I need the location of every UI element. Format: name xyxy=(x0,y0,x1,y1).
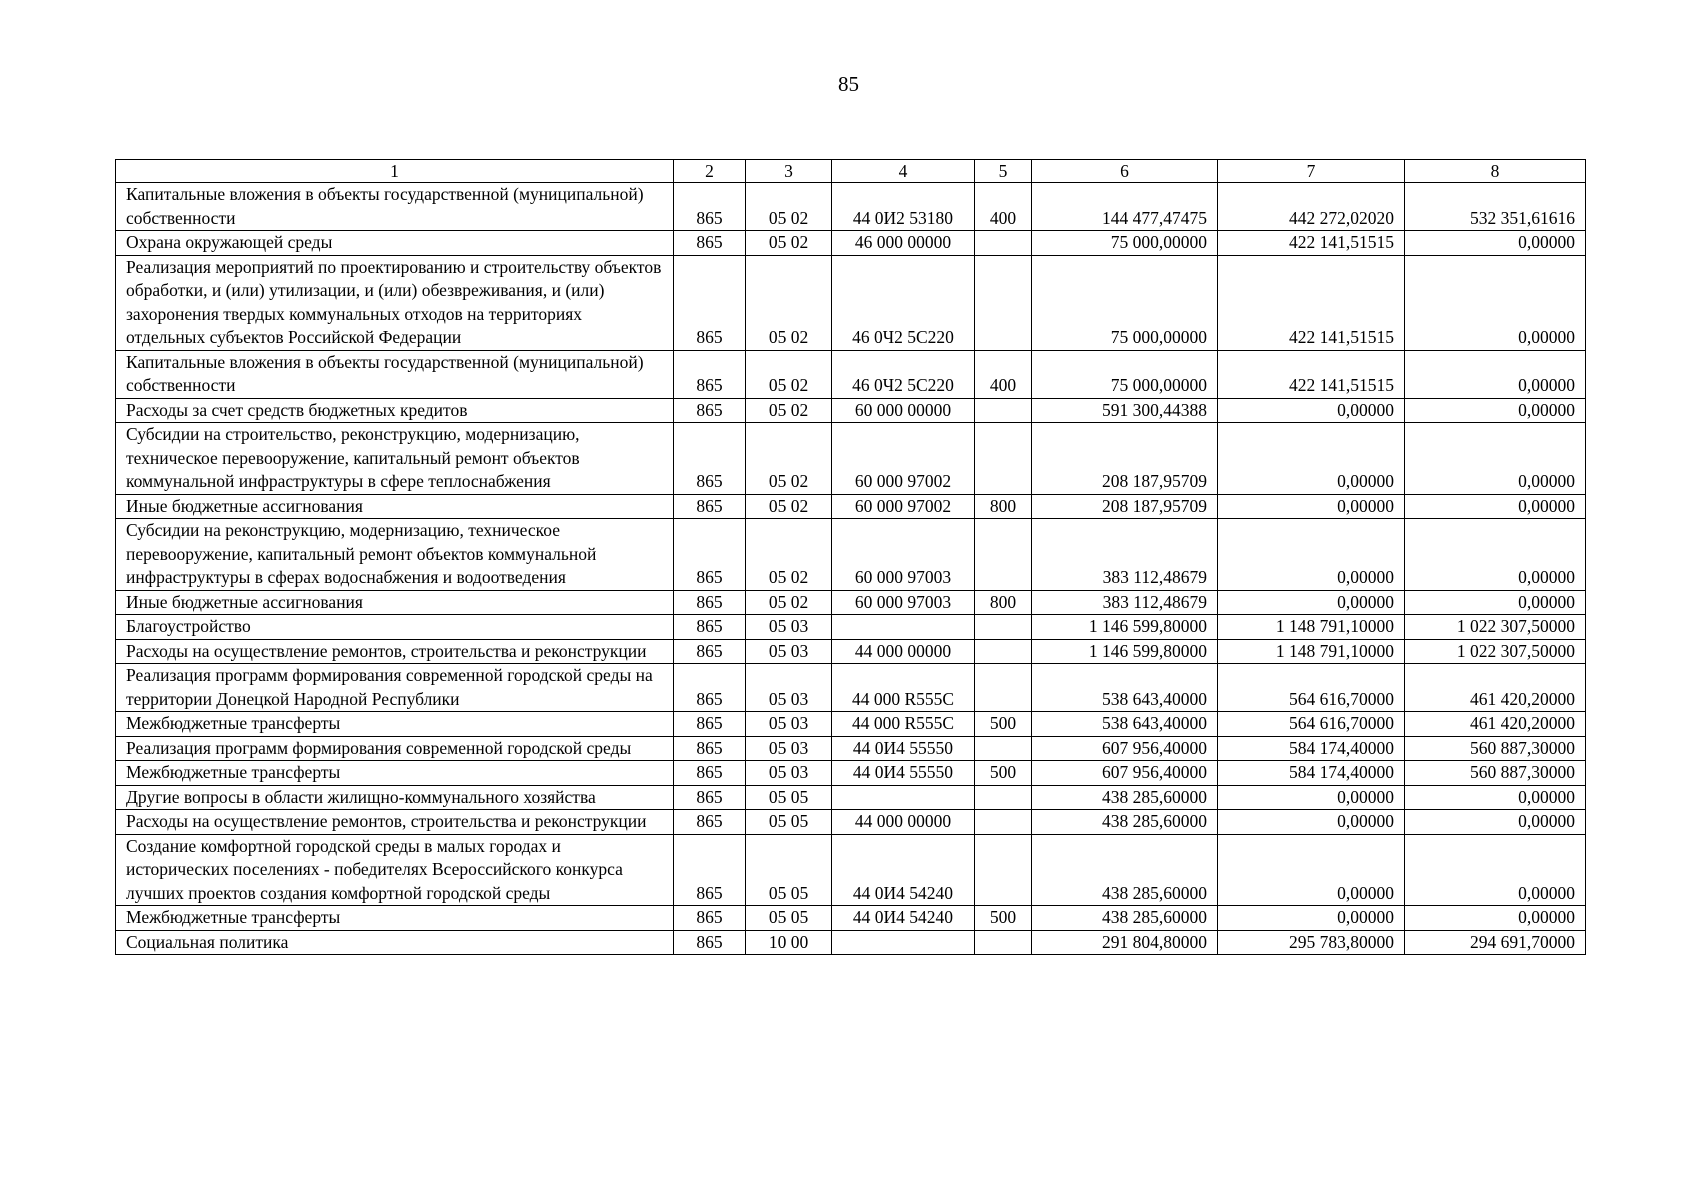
col-expense-type xyxy=(975,615,1032,640)
col-section: 05 02 xyxy=(746,423,832,495)
header-col-expense-type: 5 xyxy=(975,160,1032,183)
header-col-name: 1 xyxy=(116,160,674,183)
col-target-article: 44 0И4 54240 xyxy=(832,906,975,931)
col-target-article xyxy=(832,615,975,640)
col-section: 05 02 xyxy=(746,255,832,350)
col-expense-type xyxy=(975,930,1032,955)
col-amount-year2: 564 616,70000 xyxy=(1218,664,1405,712)
col-target-article: 60 000 97002 xyxy=(832,494,975,519)
col-ministry: 865 xyxy=(674,930,746,955)
col-expense-type: 500 xyxy=(975,712,1032,737)
col-amount-year2: 0,00000 xyxy=(1218,519,1405,591)
col-expense-type xyxy=(975,834,1032,906)
table-row xyxy=(116,906,1586,931)
col-section: 05 02 xyxy=(746,519,832,591)
col-section: 05 02 xyxy=(746,590,832,615)
col-amount-year2: 0,00000 xyxy=(1218,398,1405,423)
col-amount-year2: 0,00000 xyxy=(1218,494,1405,519)
col-amount-year2: 0,00000 xyxy=(1218,906,1405,931)
col-expense-type xyxy=(975,736,1032,761)
col-amount-year2: 422 141,51515 xyxy=(1218,231,1405,256)
col-target-article: 46 0Ч2 5С220 xyxy=(832,350,975,398)
col-ministry: 865 xyxy=(674,519,746,591)
col-target-article: 44 0И4 55550 xyxy=(832,761,975,786)
col-target-article: 44 0И4 54240 xyxy=(832,834,975,906)
col-amount-year1: 591 300,44388 xyxy=(1032,398,1218,423)
col-name: Создание комфортной городской среды в малых городах и исторических поселениях - победителях Всероссийского конкурса лучших проектов создания комфортной городской среды xyxy=(116,834,674,906)
col-amount-year1: 383 112,48679 xyxy=(1032,590,1218,615)
col-section: 05 03 xyxy=(746,736,832,761)
col-amount-year3: 461 420,20000 xyxy=(1405,664,1586,712)
col-expense-type: 800 xyxy=(975,590,1032,615)
col-name: Иные бюджетные ассигнования xyxy=(116,494,674,519)
col-amount-year2: 0,00000 xyxy=(1218,834,1405,906)
col-expense-type xyxy=(975,519,1032,591)
col-amount-year1: 208 187,95709 xyxy=(1032,423,1218,495)
col-target-article: 44 000 R555C xyxy=(832,664,975,712)
col-expense-type: 500 xyxy=(975,761,1032,786)
col-ministry: 865 xyxy=(674,398,746,423)
col-target-article xyxy=(832,785,975,810)
col-amount-year3: 1 022 307,50000 xyxy=(1405,639,1586,664)
header-col-ministry: 2 xyxy=(674,160,746,183)
col-target-article: 60 000 97003 xyxy=(832,590,975,615)
col-amount-year3: 0,00000 xyxy=(1405,785,1586,810)
col-ministry: 865 xyxy=(674,906,746,931)
col-name: Расходы на осуществление ремонтов, строительства и реконструкции xyxy=(116,810,674,835)
col-amount-year3: 0,00000 xyxy=(1405,423,1586,495)
col-name: Расходы на осуществление ремонтов, строительства и реконструкции xyxy=(116,639,674,664)
col-amount-year3: 0,00000 xyxy=(1405,494,1586,519)
col-section: 05 03 xyxy=(746,639,832,664)
col-expense-type xyxy=(975,231,1032,256)
col-amount-year2: 442 272,02020 xyxy=(1218,183,1405,231)
col-amount-year2: 1 148 791,10000 xyxy=(1218,639,1405,664)
col-amount-year1: 438 285,60000 xyxy=(1032,810,1218,835)
table-row xyxy=(116,494,1586,519)
col-expense-type xyxy=(975,785,1032,810)
col-target-article xyxy=(832,930,975,955)
col-amount-year3: 0,00000 xyxy=(1405,350,1586,398)
table-row xyxy=(116,930,1586,955)
col-amount-year1: 438 285,60000 xyxy=(1032,785,1218,810)
col-amount-year1: 607 956,40000 xyxy=(1032,736,1218,761)
col-ministry: 865 xyxy=(674,231,746,256)
table-row xyxy=(116,785,1586,810)
col-section: 05 05 xyxy=(746,785,832,810)
col-expense-type xyxy=(975,639,1032,664)
col-expense-type: 400 xyxy=(975,183,1032,231)
table-row xyxy=(116,183,1586,231)
header-col-section: 3 xyxy=(746,160,832,183)
col-target-article: 46 000 00000 xyxy=(832,231,975,256)
col-amount-year3: 294 691,70000 xyxy=(1405,930,1586,955)
col-name: Охрана окружающей среды xyxy=(116,231,674,256)
col-amount-year3: 0,00000 xyxy=(1405,231,1586,256)
col-expense-type: 400 xyxy=(975,350,1032,398)
header-col-amount-year3: 8 xyxy=(1405,160,1586,183)
table-row xyxy=(116,615,1586,640)
col-amount-year2: 584 174,40000 xyxy=(1218,736,1405,761)
col-amount-year1: 383 112,48679 xyxy=(1032,519,1218,591)
col-ministry: 865 xyxy=(674,423,746,495)
col-amount-year1: 538 643,40000 xyxy=(1032,712,1218,737)
col-amount-year2: 295 783,80000 xyxy=(1218,930,1405,955)
col-ministry: 865 xyxy=(674,834,746,906)
col-expense-type xyxy=(975,398,1032,423)
col-section: 05 02 xyxy=(746,350,832,398)
table-body xyxy=(116,183,1586,955)
col-section: 05 05 xyxy=(746,810,832,835)
col-ministry: 865 xyxy=(674,183,746,231)
col-section: 05 02 xyxy=(746,183,832,231)
col-name: Реализация программ формирования современной городской среды xyxy=(116,736,674,761)
table-row xyxy=(116,664,1586,712)
header-row xyxy=(116,160,1586,183)
col-amount-year3: 560 887,30000 xyxy=(1405,736,1586,761)
col-ministry: 865 xyxy=(674,761,746,786)
table-row xyxy=(116,255,1586,350)
col-amount-year1: 144 477,47475 xyxy=(1032,183,1218,231)
col-ministry: 865 xyxy=(674,712,746,737)
col-section: 05 05 xyxy=(746,906,832,931)
table-row xyxy=(116,398,1586,423)
col-amount-year1: 607 956,40000 xyxy=(1032,761,1218,786)
table-row xyxy=(116,231,1586,256)
col-amount-year3: 532 351,61616 xyxy=(1405,183,1586,231)
col-target-article: 44 000 R555C xyxy=(832,712,975,737)
col-amount-year3: 0,00000 xyxy=(1405,398,1586,423)
header-col-amount-year2: 7 xyxy=(1218,160,1405,183)
col-expense-type: 500 xyxy=(975,906,1032,931)
table-row xyxy=(116,519,1586,591)
col-amount-year3: 0,00000 xyxy=(1405,590,1586,615)
col-name: Межбюджетные трансферты xyxy=(116,761,674,786)
col-amount-year1: 538 643,40000 xyxy=(1032,664,1218,712)
col-name: Социальная политика xyxy=(116,930,674,955)
col-section: 10 00 xyxy=(746,930,832,955)
col-section: 05 03 xyxy=(746,664,832,712)
col-section: 05 03 xyxy=(746,615,832,640)
col-name: Субсидии на реконструкцию, модернизацию, техническое перевооружение, капитальный ремонт объектов коммунальной инфраструктуры в сферах водоснабжения и водоотведения xyxy=(116,519,674,591)
col-amount-year2: 1 148 791,10000 xyxy=(1218,615,1405,640)
col-target-article: 46 0Ч2 5С220 xyxy=(832,255,975,350)
col-target-article: 44 000 00000 xyxy=(832,639,975,664)
col-ministry: 865 xyxy=(674,494,746,519)
col-expense-type xyxy=(975,810,1032,835)
table-row xyxy=(116,834,1586,906)
col-amount-year2: 422 141,51515 xyxy=(1218,255,1405,350)
table-row xyxy=(116,639,1586,664)
table-row xyxy=(116,423,1586,495)
header-col-target-article: 4 xyxy=(832,160,975,183)
col-ministry: 865 xyxy=(674,255,746,350)
col-amount-year2: 564 616,70000 xyxy=(1218,712,1405,737)
col-section: 05 02 xyxy=(746,398,832,423)
col-amount-year1: 1 146 599,80000 xyxy=(1032,615,1218,640)
col-amount-year2: 0,00000 xyxy=(1218,810,1405,835)
col-ministry: 865 xyxy=(674,615,746,640)
col-amount-year3: 1 022 307,50000 xyxy=(1405,615,1586,640)
col-expense-type xyxy=(975,423,1032,495)
col-name: Капитальные вложения в объекты государственной (муниципальной) собственности xyxy=(116,183,674,231)
col-ministry: 865 xyxy=(674,350,746,398)
col-ministry: 865 xyxy=(674,810,746,835)
col-expense-type xyxy=(975,255,1032,350)
col-amount-year3: 461 420,20000 xyxy=(1405,712,1586,737)
col-amount-year1: 291 804,80000 xyxy=(1032,930,1218,955)
table-row xyxy=(116,712,1586,737)
col-name: Расходы за счет средств бюджетных кредитов xyxy=(116,398,674,423)
col-amount-year1: 1 146 599,80000 xyxy=(1032,639,1218,664)
col-section: 05 03 xyxy=(746,761,832,786)
col-name: Межбюджетные трансферты xyxy=(116,712,674,737)
col-section: 05 02 xyxy=(746,231,832,256)
col-name: Другие вопросы в области жилищно-коммунального хозяйства xyxy=(116,785,674,810)
col-amount-year2: 584 174,40000 xyxy=(1218,761,1405,786)
col-amount-year1: 208 187,95709 xyxy=(1032,494,1218,519)
col-ministry: 865 xyxy=(674,590,746,615)
col-section: 05 03 xyxy=(746,712,832,737)
col-name: Субсидии на строительство, реконструкцию, модернизацию, техническое перевооружение, капитальный ремонт объектов коммунальной инфраструктуры в сфере теплоснабжения xyxy=(116,423,674,495)
header-col-amount-year1: 6 xyxy=(1032,160,1218,183)
col-target-article: 44 000 00000 xyxy=(832,810,975,835)
col-ministry: 865 xyxy=(674,785,746,810)
col-target-article: 60 000 97002 xyxy=(832,423,975,495)
col-amount-year1: 438 285,60000 xyxy=(1032,834,1218,906)
col-amount-year3: 0,00000 xyxy=(1405,519,1586,591)
col-amount-year1: 438 285,60000 xyxy=(1032,906,1218,931)
col-amount-year1: 75 000,00000 xyxy=(1032,231,1218,256)
col-ministry: 865 xyxy=(674,736,746,761)
col-name: Реализация мероприятий по проектированию и строительству объектов обработки, и (или) утилизации, и (или) обезвреживания, и (или) захоронения твердых коммунальных отходов на территориях отдельных субъектов Российской Федерации xyxy=(116,255,674,350)
col-amount-year3: 0,00000 xyxy=(1405,255,1586,350)
table-row xyxy=(116,810,1586,835)
col-amount-year1: 75 000,00000 xyxy=(1032,255,1218,350)
table-row xyxy=(116,736,1586,761)
col-amount-year2: 0,00000 xyxy=(1218,785,1405,810)
col-amount-year3: 0,00000 xyxy=(1405,810,1586,835)
col-target-article: 60 000 00000 xyxy=(832,398,975,423)
table-row xyxy=(116,350,1586,398)
col-name: Капитальные вложения в объекты государственной (муниципальной) собственности xyxy=(116,350,674,398)
col-name: Реализация программ формирования современной городской среды на территории Донецкой Народной Республики xyxy=(116,664,674,712)
table-row xyxy=(116,590,1586,615)
col-amount-year2: 0,00000 xyxy=(1218,423,1405,495)
col-section: 05 02 xyxy=(746,494,832,519)
col-ministry: 865 xyxy=(674,639,746,664)
col-target-article: 44 0И2 53180 xyxy=(832,183,975,231)
col-amount-year3: 560 887,30000 xyxy=(1405,761,1586,786)
col-target-article: 60 000 97003 xyxy=(832,519,975,591)
page-number: 85 xyxy=(838,72,859,96)
col-expense-type: 800 xyxy=(975,494,1032,519)
budget-table xyxy=(115,159,1586,955)
col-amount-year2: 0,00000 xyxy=(1218,590,1405,615)
col-amount-year2: 422 141,51515 xyxy=(1218,350,1405,398)
col-amount-year3: 0,00000 xyxy=(1405,906,1586,931)
col-target-article: 44 0И4 55550 xyxy=(832,736,975,761)
col-name: Иные бюджетные ассигнования xyxy=(116,590,674,615)
table-row xyxy=(116,761,1586,786)
col-name: Межбюджетные трансферты xyxy=(116,906,674,931)
col-ministry: 865 xyxy=(674,664,746,712)
col-section: 05 05 xyxy=(746,834,832,906)
col-amount-year3: 0,00000 xyxy=(1405,834,1586,906)
col-name: Благоустройство xyxy=(116,615,674,640)
col-expense-type xyxy=(975,664,1032,712)
col-amount-year1: 75 000,00000 xyxy=(1032,350,1218,398)
